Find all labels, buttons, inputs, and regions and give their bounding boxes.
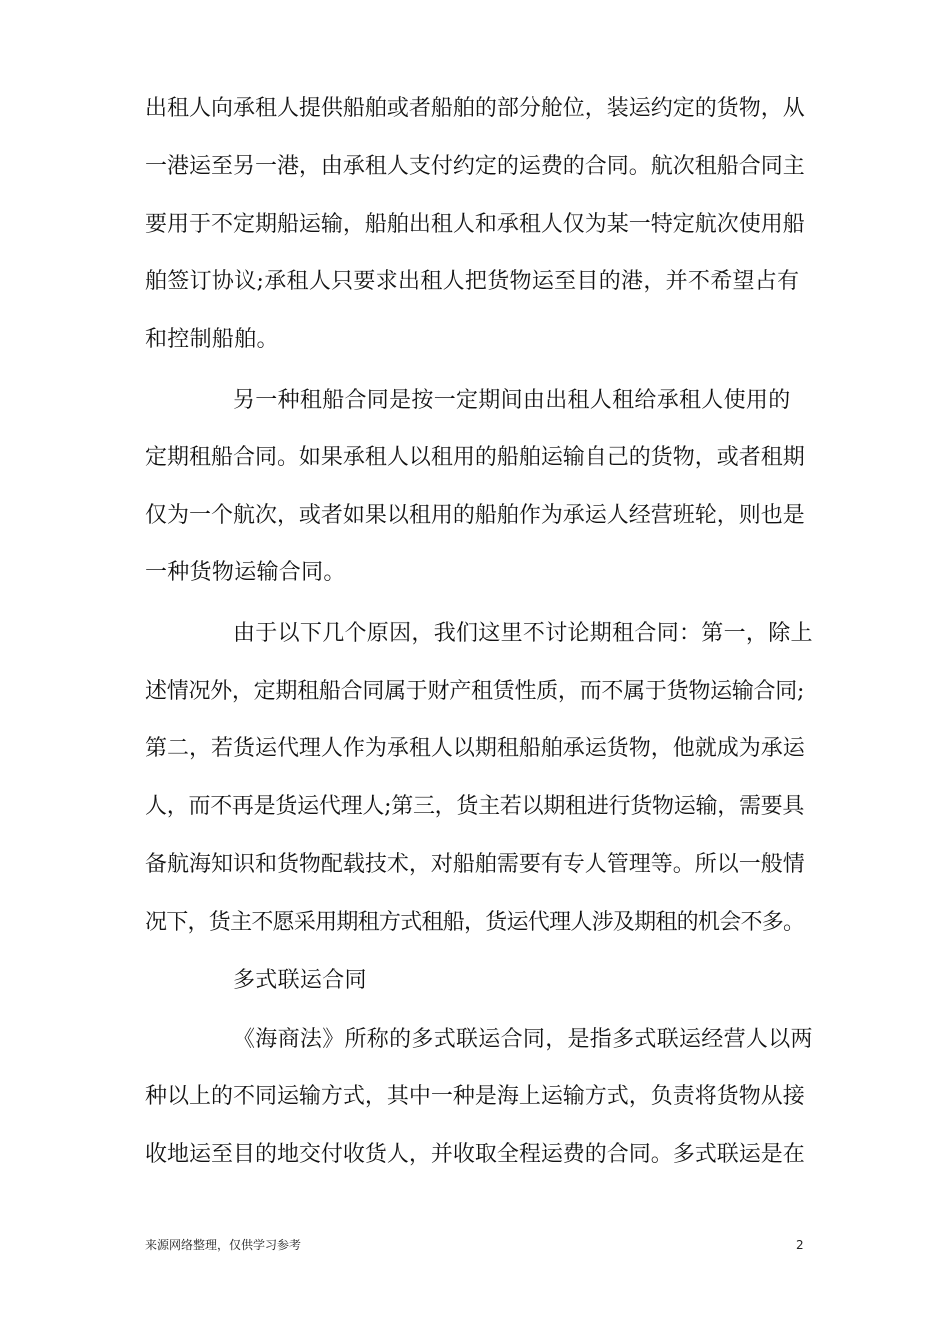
text-line: 要用于不定期船运输，船舶出租人和承租人仅为某一特定航次使用船 xyxy=(145,212,805,237)
text-line: 种以上的不同运输方式，其中一种是海上运输方式，负责将货物从接 xyxy=(145,1084,805,1109)
paragraph-first-line: 由于以下几个原因，我们这里不讨论期租合同：第一，除上 xyxy=(233,621,813,646)
footer-source-note: 来源网络整理，仅供学习参考 xyxy=(145,1238,302,1252)
text-line: 况下，货主不愿采用期租方式租船，货运代理人涉及期租的机会不多。 xyxy=(145,910,805,935)
paragraph-first-line: 《海商法》所称的多式联运合同，是指多式联运经营人以两 xyxy=(233,1027,813,1052)
text-line: 收地运至目的地交付收货人，并收取全程运费的合同。多式联运是在 xyxy=(145,1142,805,1167)
section-heading: 多式联运合同 xyxy=(233,968,367,993)
paragraph-first-line: 另一种租船合同是按一定期间由出租人租给承租人使用的 xyxy=(233,388,791,413)
text-line: 一港运至另一港，由承租人支付约定的运费的合同。航次租船合同主 xyxy=(145,154,805,179)
text-line: 仅为一个航次，或者如果以租用的船舶作为承运人经营班轮，则也是 xyxy=(145,503,805,528)
text-line: 定期租船合同。如果承租人以租用的船舶运输自己的货物，或者租期 xyxy=(145,445,805,470)
text-line: 一种货物运输合同。 xyxy=(145,560,346,585)
text-line: 第二，若货运代理人作为承租人以期租船舶承运货物，他就成为承运 xyxy=(145,736,805,761)
text-line: 舶签订协议;承租人只要求出租人把货物运至目的港，并不希望占有 xyxy=(145,269,800,294)
text-line: 述情况外，定期租船合同属于财产租赁性质，而不属于货物运输合同; xyxy=(145,679,805,704)
text-line: 备航海知识和货物配载技术，对船舶需要有专人管理等。所以一般情 xyxy=(145,852,805,877)
text-line: 人，而不再是货运代理人;第三，货主若以期租进行货物运输，需要具 xyxy=(145,794,805,819)
page-number: 2 xyxy=(796,1238,804,1252)
text-line: 出租人向承租人提供船舶或者船舶的部分舱位，装运约定的货物，从 xyxy=(145,96,805,121)
text-line: 和控制船舶。 xyxy=(145,327,279,352)
